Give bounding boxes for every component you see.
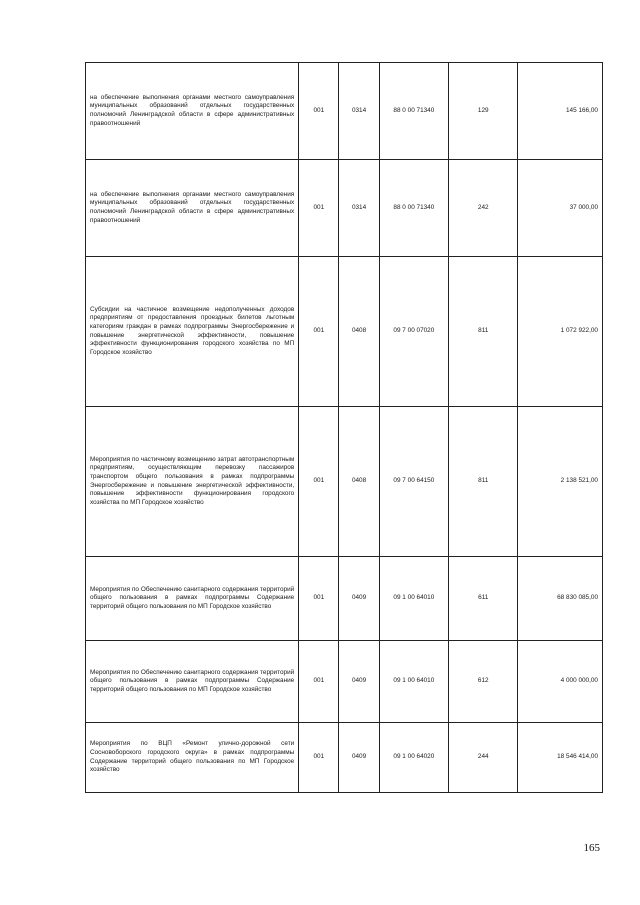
row-admin-code: 001 <box>299 641 339 723</box>
row-target-article: 09 1 00 64020 <box>379 723 448 793</box>
row-description: Субсидии на частичное возмещение недополученных доходов предприятиям от предоставления проездных билетов льготным категориям граждан в рамках подпрограммы Энергосбережение и повышение энергетической эффективности, повышение эффективности функционирования городского хозяйства по МП Городское хозяйство <box>86 257 299 407</box>
row-admin-code: 001 <box>299 63 339 160</box>
row-section-code: 0409 <box>339 641 379 723</box>
row-description: на обеспечение выполнения органами местного самоуправления муниципальных образований отдельных государственных полномочий Ленинградской области в сфере административных правоотношений <box>86 160 299 257</box>
row-target-article: 88 0 00 71340 <box>379 63 448 160</box>
budget-table <box>85 62 603 793</box>
row-target-article: 09 1 00 64010 <box>379 641 448 723</box>
page-number: 165 <box>583 842 600 854</box>
table-row <box>86 63 603 160</box>
row-sum: 37 000,00 <box>518 160 603 257</box>
row-section-code: 0409 <box>339 723 379 793</box>
row-sum: 145 166,00 <box>518 63 603 160</box>
row-admin-code: 001 <box>299 407 339 557</box>
table-row <box>86 407 603 557</box>
row-description: Мероприятия по Обеспечению санитарного содержания территорий общего пользования в рамках подпрограммы Содержание территорий общего пользования по МП Городское хозяйство <box>86 641 299 723</box>
table-row <box>86 557 603 641</box>
row-admin-code: 001 <box>299 557 339 641</box>
row-description: Мероприятия по ВЦП «Ремонт улично-дорожной сети Сосновоборского городского округа» в рамках подпрограммы Содержание территорий общего пользования по МП Городское хозяйство <box>86 723 299 793</box>
row-sum: 4 000 000,00 <box>518 641 603 723</box>
row-section-code: 0314 <box>339 63 379 160</box>
row-description: Мероприятия по Обеспечению санитарного содержания территорий общего пользования в рамках подпрограммы Содержание территорий общего пользования по МП Городское хозяйство <box>86 557 299 641</box>
table-row <box>86 160 603 257</box>
row-sum: 1 072 922,00 <box>518 257 603 407</box>
row-expense-type: 129 <box>449 63 518 160</box>
row-section-code: 0408 <box>339 407 379 557</box>
row-sum: 2 138 521,00 <box>518 407 603 557</box>
row-sum: 18 546 414,00 <box>518 723 603 793</box>
row-section-code: 0408 <box>339 257 379 407</box>
row-section-code: 0409 <box>339 557 379 641</box>
row-expense-type: 611 <box>449 557 518 641</box>
row-expense-type: 811 <box>449 407 518 557</box>
table-row <box>86 641 603 723</box>
row-target-article: 09 7 00 07020 <box>379 257 448 407</box>
budget-table-body <box>86 63 603 793</box>
row-target-article: 09 7 00 64150 <box>379 407 448 557</box>
table-row <box>86 723 603 793</box>
row-expense-type: 244 <box>449 723 518 793</box>
row-target-article: 88 0 00 71340 <box>379 160 448 257</box>
row-expense-type: 811 <box>449 257 518 407</box>
row-expense-type: 612 <box>449 641 518 723</box>
row-expense-type: 242 <box>449 160 518 257</box>
row-target-article: 09 1 00 64010 <box>379 557 448 641</box>
row-description: на обеспечение выполнения органами местного самоуправления муниципальных образований отдельных государственных полномочий Ленинградской области в сфере административных правоотношений <box>86 63 299 160</box>
row-section-code: 0314 <box>339 160 379 257</box>
row-description: Мероприятия по частичному возмещению затрат автотранспортным предприятиям, осуществляющим перевозку пассажиров транспортом общего пользования в рамках подпрограммы Энергосбережение и повышение энергетической эффективности, повышение эффективности функционирования городского хозяйства по МП Городское хозяйство <box>86 407 299 557</box>
row-admin-code: 001 <box>299 723 339 793</box>
row-sum: 68 830 085,00 <box>518 557 603 641</box>
table-row <box>86 257 603 407</box>
row-admin-code: 001 <box>299 160 339 257</box>
row-admin-code: 001 <box>299 257 339 407</box>
